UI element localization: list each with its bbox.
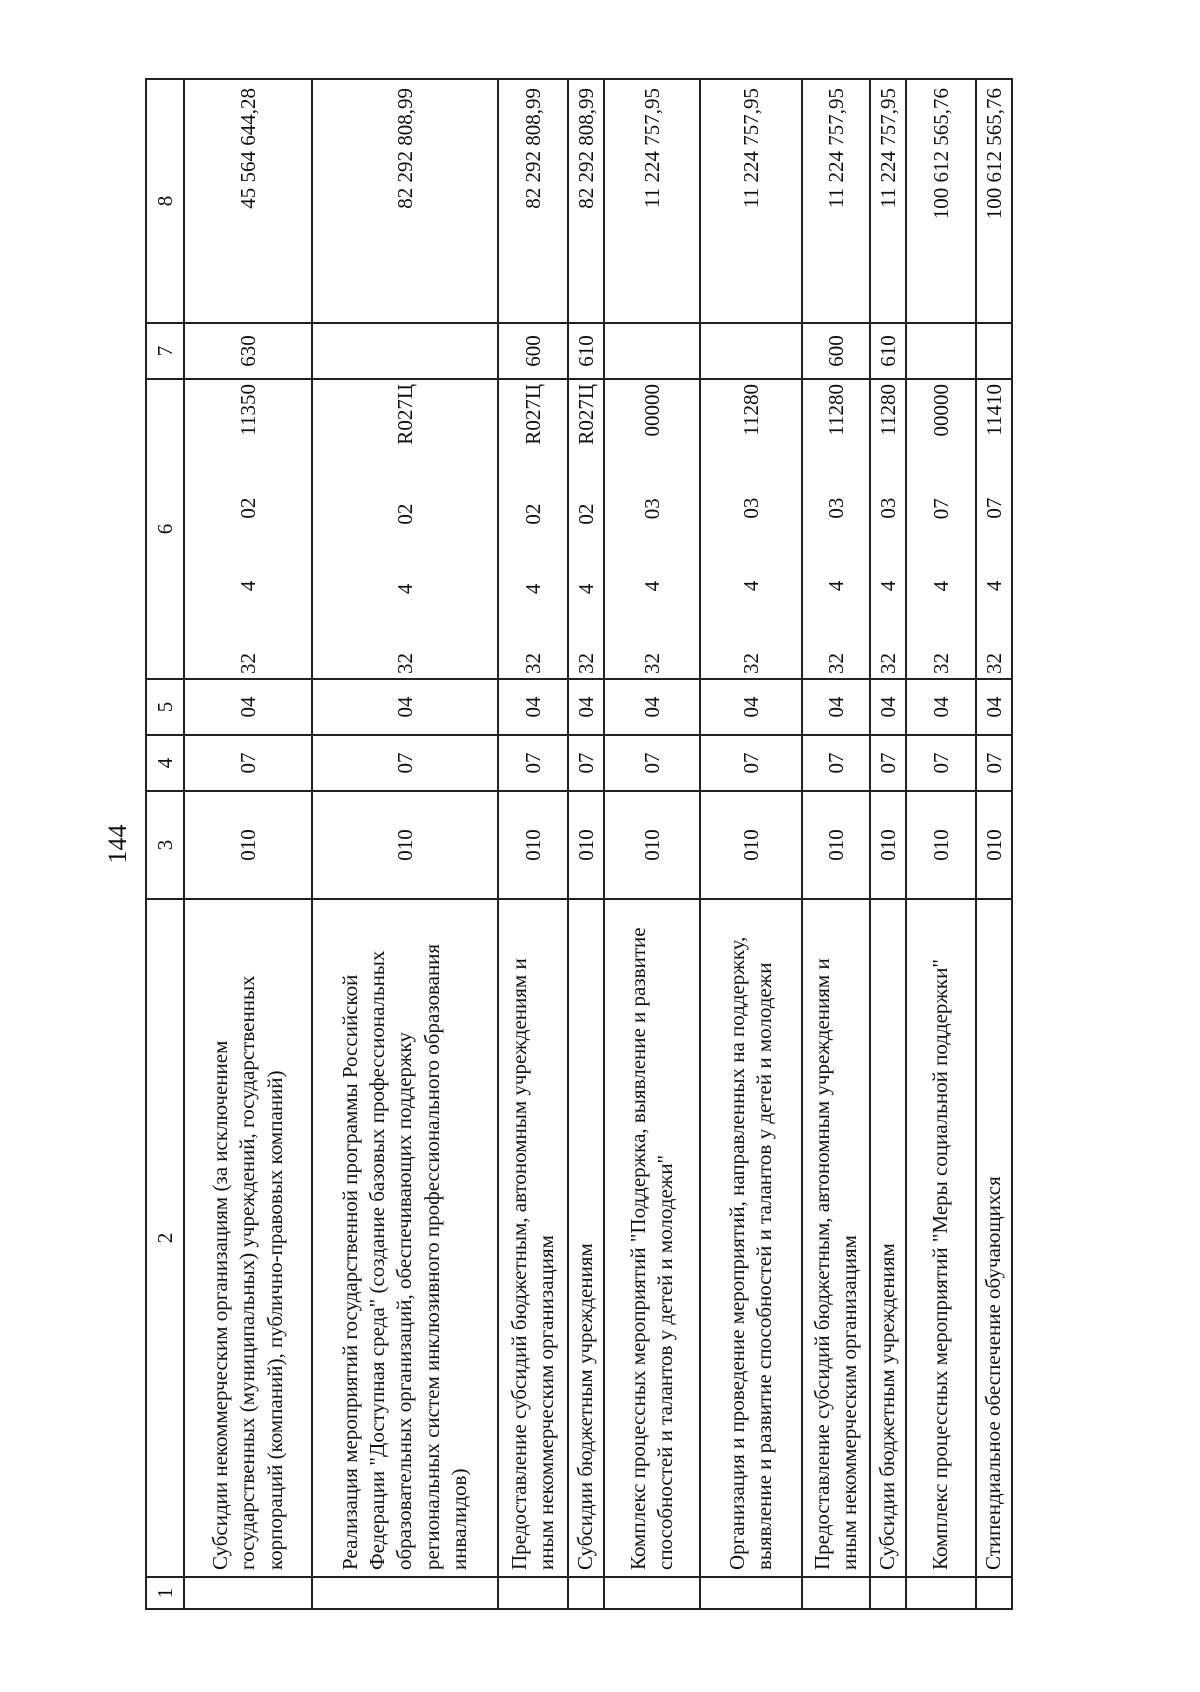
code-col-4: 07 <box>568 735 604 791</box>
code-col-5: 04 <box>568 679 604 735</box>
code-part: 00000 <box>639 384 664 437</box>
code-part: 32 <box>875 653 900 674</box>
code-col-3: 010 <box>568 791 604 899</box>
row-number-cell <box>568 1577 604 1609</box>
code-col-5: 04 <box>906 679 976 735</box>
table-row <box>906 79 976 1609</box>
code-col-4: 07 <box>976 735 1012 791</box>
code-part: R027Ц <box>573 384 598 445</box>
code-col-5: 04 <box>870 679 906 735</box>
code-part: 02 <box>235 497 260 519</box>
header-col-2: 2 <box>146 899 184 1577</box>
code-col-5: 04 <box>802 679 870 735</box>
code-part: 4 <box>875 580 900 592</box>
item-name: Субсидии бюджетным учреждениям <box>568 899 604 1577</box>
row-number-cell <box>976 1577 1012 1609</box>
table-row <box>700 79 802 1609</box>
table-row <box>312 79 498 1609</box>
target-article-code <box>976 379 1012 679</box>
amount: 82 292 808,99 <box>312 79 498 323</box>
code-part: 11410 <box>981 384 1006 436</box>
target-article-code <box>312 379 498 679</box>
item-name: Организация и проведение мероприятий, направленных на поддержку, выявление и развитие способностей и талантов у детей и молодежи <box>700 899 802 1577</box>
code-col-4: 07 <box>498 735 568 791</box>
header-col-4: 4 <box>146 735 184 791</box>
code-col-3: 010 <box>802 791 870 899</box>
page-number: 144 <box>103 824 132 864</box>
code-col-5: 04 <box>976 679 1012 735</box>
code-part: 32 <box>981 653 1006 674</box>
target-article-code <box>870 379 906 679</box>
code-part: 32 <box>392 653 417 674</box>
code-col-3: 010 <box>312 791 498 899</box>
code-part: 4 <box>392 583 417 595</box>
code-part: 32 <box>520 653 545 674</box>
item-name: Реализация мероприятий государственной программы Российской Федерации "Доступная среда" (создание базовых профессиональных образовательных организаций, обеспечивающих поддержку региональных систем инклюзивного профессионального образования инвалидов) <box>312 899 498 1577</box>
target-article-code <box>700 379 802 679</box>
header-col-7: 7 <box>146 323 184 379</box>
code-col-4: 07 <box>312 735 498 791</box>
code-col-4: 07 <box>604 735 700 791</box>
item-name: Стипендиальное обеспечение обучающихся <box>976 899 1012 1577</box>
code-col-4: 07 <box>906 735 976 791</box>
amount: 82 292 808,99 <box>498 79 568 323</box>
amount: 11 224 757,95 <box>700 79 802 323</box>
row-number-cell <box>700 1577 802 1609</box>
expense-type-code <box>312 323 498 379</box>
header-col-8: 8 <box>146 79 184 323</box>
expense-type-code <box>976 323 1012 379</box>
code-col-5: 04 <box>700 679 802 735</box>
code-part: 07 <box>928 498 953 520</box>
code-part: 4 <box>639 580 664 592</box>
code-col-5: 04 <box>184 679 312 735</box>
code-part: 00000 <box>928 384 953 437</box>
budget-table <box>145 78 1013 1610</box>
code-col-4: 07 <box>700 735 802 791</box>
code-part: 4 <box>573 583 598 595</box>
code-part: 07 <box>981 497 1006 519</box>
amount: 100 612 565,76 <box>976 79 1012 323</box>
amount: 100 612 565,76 <box>906 79 976 323</box>
code-part: 4 <box>520 583 545 595</box>
code-part: 32 <box>639 653 664 674</box>
code-part: 11280 <box>875 384 900 436</box>
row-number-cell <box>312 1577 498 1609</box>
expense-type-code: 610 <box>568 323 604 379</box>
amount: 82 292 808,99 <box>568 79 604 323</box>
code-col-3: 010 <box>700 791 802 899</box>
code-col-3: 010 <box>604 791 700 899</box>
code-part: 4 <box>235 580 260 592</box>
code-part: 11350 <box>235 384 260 436</box>
header-col-5: 5 <box>146 679 184 735</box>
expense-type-code: 600 <box>802 323 870 379</box>
amount: 45 564 644,28 <box>184 79 312 323</box>
expense-type-code: 600 <box>498 323 568 379</box>
item-name: Комплекс процессных мероприятий "Поддержка, выявление и развитие способностей и талантов у детей и молодежи" <box>604 899 700 1577</box>
amount: 11 224 757,95 <box>604 79 700 323</box>
code-part: R027Ц <box>392 384 417 445</box>
code-part: 11280 <box>823 384 848 436</box>
table-row <box>870 79 906 1609</box>
code-col-3: 010 <box>184 791 312 899</box>
code-part: 32 <box>738 653 763 674</box>
expense-type-code <box>700 323 802 379</box>
item-name: Субсидии бюджетным учреждениям <box>870 899 906 1577</box>
expense-type-code: 630 <box>184 323 312 379</box>
code-part: 4 <box>928 580 953 592</box>
code-col-3: 010 <box>976 791 1012 899</box>
amount: 11 224 757,95 <box>870 79 906 323</box>
code-col-4: 07 <box>802 735 870 791</box>
code-part: 03 <box>639 498 664 520</box>
row-number-cell <box>802 1577 870 1609</box>
target-article-code <box>802 379 870 679</box>
code-part: 03 <box>875 497 900 519</box>
code-part: 4 <box>738 580 763 592</box>
code-col-4: 07 <box>870 735 906 791</box>
code-part: 4 <box>981 580 1006 592</box>
code-part: 32 <box>823 653 848 674</box>
code-part: R027Ц <box>520 384 545 445</box>
item-name: Предоставление субсидий бюджетным, автономным учреждениям и иным некоммерческим организациям <box>498 899 568 1577</box>
code-part: 03 <box>823 497 848 519</box>
header-col-3: 3 <box>146 791 184 899</box>
table-row <box>604 79 700 1609</box>
target-article-code <box>568 379 604 679</box>
target-article-code <box>184 379 312 679</box>
row-number-cell <box>498 1577 568 1609</box>
code-col-5: 04 <box>604 679 700 735</box>
target-article-code <box>498 379 568 679</box>
table-row <box>498 79 568 1609</box>
target-article-code <box>604 379 700 679</box>
code-part: 02 <box>573 503 598 525</box>
header-col-6: 6 <box>146 379 184 679</box>
code-col-5: 04 <box>498 679 568 735</box>
expense-type-code <box>906 323 976 379</box>
code-part: 32 <box>928 653 953 674</box>
expense-type-code: 610 <box>870 323 906 379</box>
code-part: 03 <box>738 497 763 519</box>
row-number-cell <box>604 1577 700 1609</box>
code-col-4: 07 <box>184 735 312 791</box>
code-col-5: 04 <box>312 679 498 735</box>
table-row <box>568 79 604 1609</box>
item-name: Предоставление субсидий бюджетным, автономным учреждениям и иным некоммерческим организациям <box>802 899 870 1577</box>
table-row <box>184 79 312 1609</box>
code-col-3: 010 <box>498 791 568 899</box>
row-number-cell <box>870 1577 906 1609</box>
item-name: Субсидии некоммерческим организациям (за исключением государственных (муниципальных) учреждений, государственных корпораций (компаний), публично-правовых компаний) <box>184 899 312 1577</box>
budget-table-container <box>145 80 1080 1610</box>
code-part: 4 <box>823 580 848 592</box>
target-article-code <box>906 379 976 679</box>
code-part: 32 <box>235 653 260 674</box>
code-part: 32 <box>573 653 598 674</box>
rotated-page-content <box>145 80 1080 1610</box>
row-number-cell <box>184 1577 312 1609</box>
amount: 11 224 757,95 <box>802 79 870 323</box>
code-part: 11280 <box>738 384 763 436</box>
table-row <box>976 79 1012 1609</box>
header-col-1: 1 <box>146 1577 184 1609</box>
row-number-cell <box>906 1577 976 1609</box>
code-col-3: 010 <box>870 791 906 899</box>
code-part: 02 <box>520 503 545 525</box>
header-row <box>146 79 184 1609</box>
item-name: Комплекс процессных мероприятий "Меры социальной поддержки" <box>906 899 976 1577</box>
code-col-3: 010 <box>906 791 976 899</box>
code-part: 02 <box>392 503 417 525</box>
expense-type-code <box>604 323 700 379</box>
table-row <box>802 79 870 1609</box>
